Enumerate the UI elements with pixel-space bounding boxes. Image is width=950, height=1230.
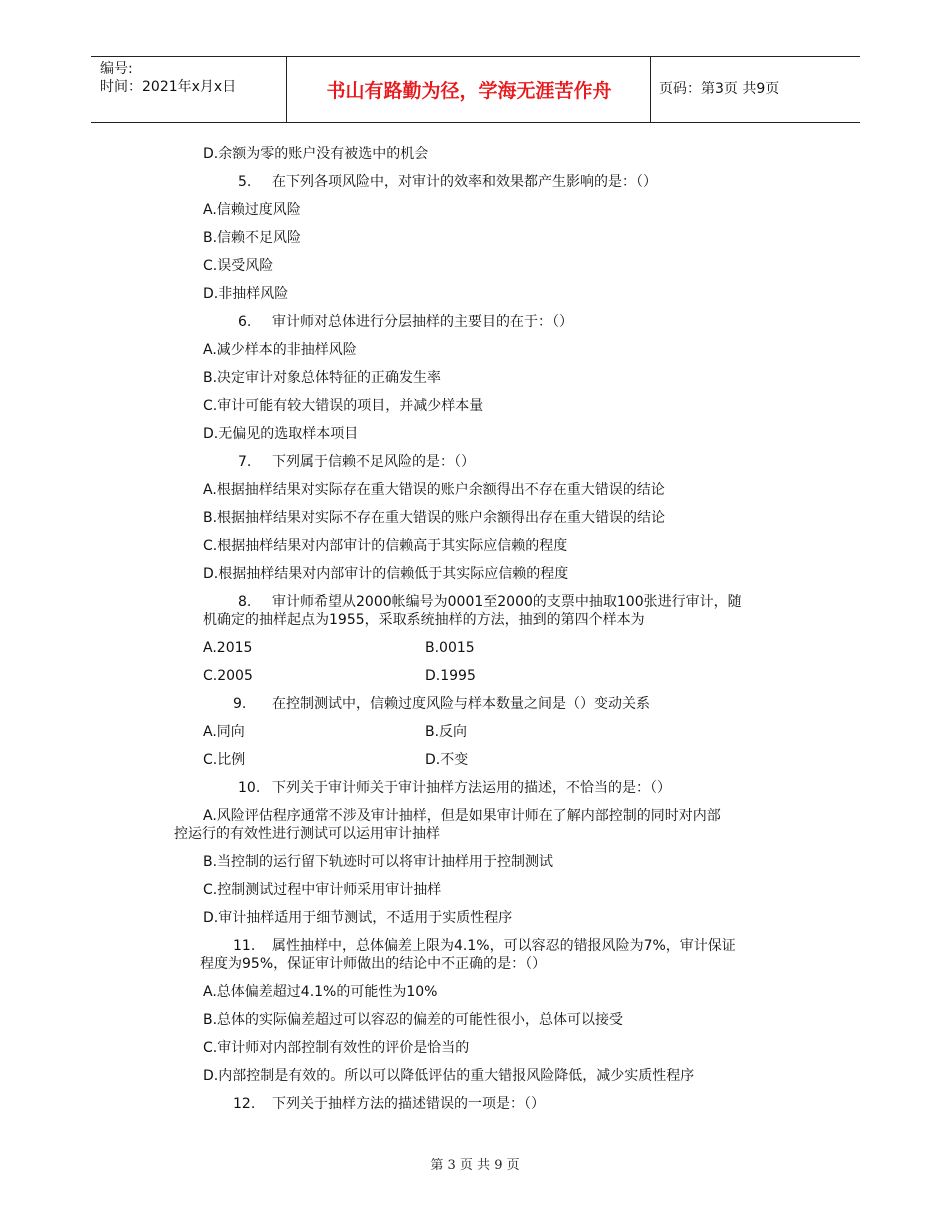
- option-line: D.余额为零的账户没有被选中的机会: [203, 146, 429, 162]
- header-motto: 书山有路勤为径，学海无涯苦作舟: [326, 80, 612, 102]
- header-time-label: 时间：2021年x月x日: [100, 79, 237, 95]
- option-line: A.2015: [203, 640, 253, 656]
- option-line: D.非抽样风险: [203, 286, 289, 302]
- option-line: B.根据抽样结果对实际不存在重大错误的账户余额得出存在重大错误的结论: [203, 510, 666, 526]
- question-number: 12.: [233, 1096, 256, 1112]
- question-5: [238, 173, 657, 191]
- option-line-continued: 控运行的有效性进行测试可以运用审计抽样: [174, 826, 440, 842]
- question-text-continued: 机确定的抽样起点为1955，采取系统抽样的方法，抽到的第四个样本为: [203, 612, 645, 628]
- question-7: [238, 453, 475, 471]
- option-line: B.0015: [425, 640, 475, 656]
- question-text: 下列属于信赖不足风险的是：（）: [272, 454, 475, 470]
- option-line: C.审计师对内部控制有效性的评价是恰当的: [203, 1040, 470, 1056]
- option-line: A.总体偏差超过4.1%的可能性为10%: [203, 984, 438, 1000]
- option-line: B.反向: [425, 724, 468, 740]
- question-10: [238, 779, 671, 797]
- option-line: C.根据抽样结果对内部审计的信赖高于其实际应信赖的程度: [203, 538, 568, 554]
- option-line: C.2005: [203, 668, 253, 684]
- question-text: 审计师对总体进行分层抽样的主要目的在于：（）: [272, 314, 573, 330]
- question-text: 属性抽样中，总体偏差上限为4.1%，可以容忍的错报风险为7%，审计保证: [272, 938, 736, 954]
- question-text: 在下列各项风险中，对审计的效率和效果都产生影响的是：（）: [272, 174, 657, 190]
- question-number: 8.: [238, 594, 252, 610]
- option-line: B.当控制的运行留下轨迹时可以将审计抽样用于控制测试: [203, 854, 554, 870]
- page-footer: 第 3 页 共 9 页: [430, 1158, 520, 1173]
- question-12: [233, 1095, 545, 1113]
- question-text-continued: 程度为95%，保证审计师做出的结论中不正确的是：（）: [200, 956, 547, 972]
- question-number: 7.: [238, 454, 252, 470]
- question-text: 下列关于抽样方法的描述错误的一项是：（）: [272, 1096, 545, 1112]
- option-line: C.误受风险: [203, 258, 274, 274]
- question-number: 10.: [238, 780, 261, 796]
- option-line: C.审计可能有较大错误的项目，并减少样本量: [203, 398, 484, 414]
- option-line: B.信赖不足风险: [203, 230, 302, 246]
- option-line: C.比例: [203, 752, 246, 768]
- question-text: 审计师希望从2000帐编号为0001至2000的支票中抽取100张进行审计，随: [272, 594, 742, 610]
- option-line: A.同向: [203, 724, 245, 740]
- question-number: 11.: [233, 938, 256, 954]
- question-number: 5.: [238, 174, 252, 190]
- option-line: B.决定审计对象总体特征的正确发生率: [203, 370, 442, 386]
- option-line: D.内部控制是有效的。所以可以降低评估的重大错报风险降低，减少实质性程序: [203, 1068, 695, 1084]
- header-number-label: 编号:: [100, 61, 133, 77]
- option-line: A.风险评估程序通常不涉及审计抽样，但是如果审计师在了解内部控制的同时对内部: [203, 808, 721, 824]
- header-page-info: 页码：第3页 共9页: [659, 81, 780, 97]
- question-6: [238, 313, 573, 331]
- question-text: 下列关于审计师关于审计抽样方法运用的描述，不恰当的是：（）: [272, 780, 671, 796]
- option-line: D.不变: [425, 752, 469, 768]
- question-text: 在控制测试中，信赖过度风险与样本数量之间是（）变动关系: [272, 696, 650, 712]
- question-9: [233, 695, 650, 713]
- question-number: 6.: [238, 314, 252, 330]
- question-8: [238, 593, 742, 611]
- option-line: D.根据抽样结果对内部审计的信赖低于其实际应信赖的程度: [203, 566, 569, 582]
- option-line: D.审计抽样适用于细节测试，不适用于实质性程序: [203, 910, 513, 926]
- option-line: D.1995: [425, 668, 476, 684]
- option-line: A.减少样本的非抽样风险: [203, 342, 357, 358]
- option-line: C.控制测试过程中审计师采用审计抽样: [203, 882, 442, 898]
- question-11: [233, 937, 736, 955]
- option-line: A.信赖过度风险: [203, 202, 301, 218]
- option-line: B.总体的实际偏差超过可以容忍的偏差的可能性很小，总体可以接受: [203, 1012, 624, 1028]
- option-line: D.无偏见的选取样本项目: [203, 426, 359, 442]
- option-line: A.根据抽样结果对实际存在重大错误的账户余额得出不存在重大错误的结论: [203, 482, 665, 498]
- question-number: 9.: [233, 696, 247, 712]
